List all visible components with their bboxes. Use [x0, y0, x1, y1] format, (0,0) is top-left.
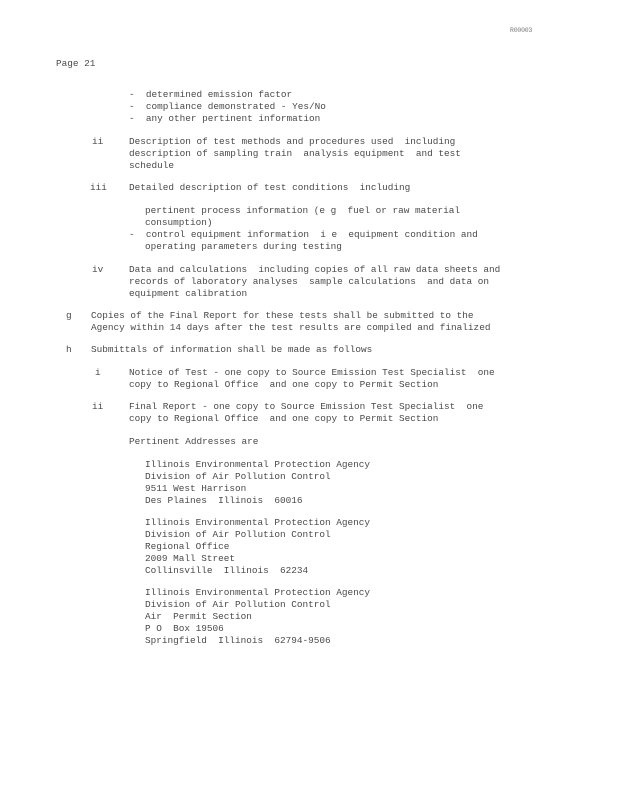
address-3-line: Division of Air Pollution Control	[145, 599, 331, 610]
item-h-i-line: Notice of Test - one copy to Source Emission Test Specialist one	[129, 367, 495, 378]
bullet-compliance: - compliance demonstrated - Yes/No	[129, 101, 326, 112]
item-iv-line: records of laboratory analyses sample calculations and data on	[129, 276, 490, 287]
item-h-ii-line: Final Report - one copy to Source Emission Test Specialist one	[129, 401, 484, 412]
address-1-line: 9511 West Harrison	[145, 483, 247, 494]
address-2-line: Collinsville Illinois 62234	[145, 565, 309, 576]
item-h-i-marker: i	[95, 367, 101, 378]
item-g-marker: g	[66, 310, 72, 321]
item-h-marker: h	[66, 344, 72, 355]
item-iii-marker: iii	[90, 182, 107, 193]
item-iii-bullet-process-cont: consumption)	[145, 217, 213, 228]
item-g-line: Copies of the Final Report for these tests shall be submitted to the	[91, 310, 474, 321]
item-ii-marker: ii	[92, 136, 104, 147]
address-1-line: Illinois Environmental Protection Agency	[145, 459, 371, 470]
address-3-line: P O Box 19506	[145, 623, 224, 634]
address-2-line: Regional Office	[145, 541, 230, 552]
item-ii-line: schedule	[129, 160, 175, 171]
address-3-line: Springfield Illinois 62794-9506	[145, 635, 331, 646]
item-h-ii-marker: ii	[92, 401, 104, 412]
address-3-line: Air Permit Section	[145, 611, 252, 622]
item-ii-line: Description of test methods and procedures used including	[129, 136, 456, 147]
address-2-line: Division of Air Pollution Control	[145, 529, 331, 540]
item-g-line: Agency within 14 days after the test results are compiled and finalized	[91, 322, 491, 333]
item-h-ii-line: copy to Regional Office and one copy to Permit Section	[129, 413, 439, 424]
item-h-line: Submittals of information shall be made as follows	[91, 344, 373, 355]
document-stamp: R00003	[510, 27, 533, 34]
page-number: Page 21	[56, 58, 96, 69]
bullet-other-info: - any other pertinent information	[129, 113, 321, 124]
item-iii-bullet-process: pertinent process information (e g fuel or raw material	[145, 205, 461, 216]
addresses-heading: Pertinent Addresses are	[129, 436, 259, 447]
item-iv-line: equipment calibration	[129, 288, 248, 299]
address-3-line: Illinois Environmental Protection Agency	[145, 587, 371, 598]
item-iii-line: Detailed description of test conditions including	[129, 182, 411, 193]
address-1-line: Division of Air Pollution Control	[145, 471, 331, 482]
address-2-line: Illinois Environmental Protection Agency	[145, 517, 371, 528]
item-iv-line: Data and calculations including copies of all raw data sheets and	[129, 264, 501, 275]
item-h-i-line: copy to Regional Office and one copy to Permit Section	[129, 379, 439, 390]
item-iv-marker: iv	[92, 264, 104, 275]
address-2-line: 2009 Mall Street	[145, 553, 236, 564]
address-1-line: Des Plaines Illinois 60016	[145, 495, 303, 506]
bullet-emission-factor: - determined emission factor	[129, 89, 293, 100]
item-iii-bullet-control-cont: operating parameters during testing	[145, 241, 342, 252]
item-ii-line: description of sampling train analysis equipment and test	[129, 148, 461, 159]
item-iii-bullet-control: - control equipment information i e equipment condition and	[129, 229, 478, 240]
